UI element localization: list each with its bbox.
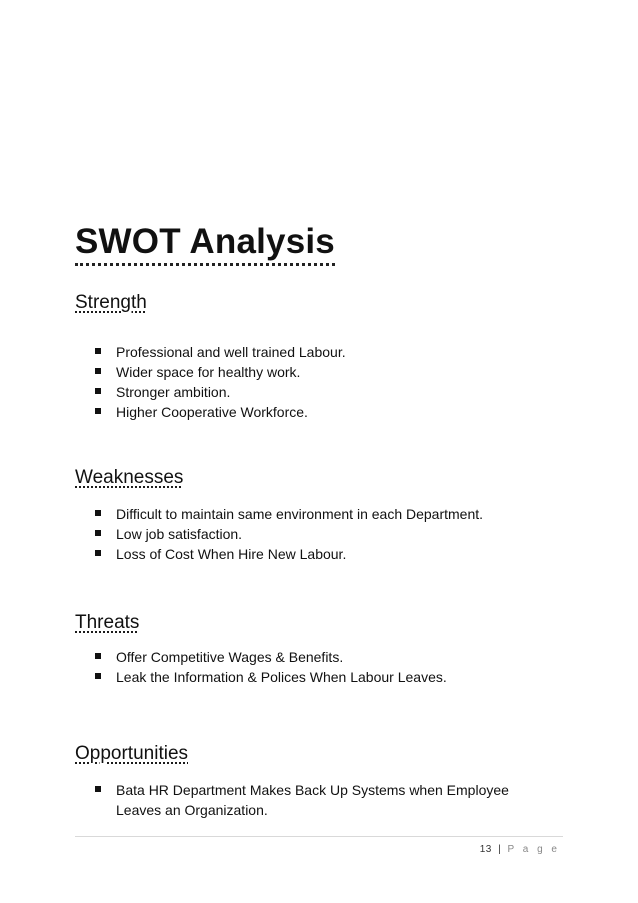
- bullet-icon: [95, 653, 101, 659]
- section-heading-threats: Threats: [75, 612, 140, 633]
- bullet-icon: [95, 510, 101, 516]
- section-heading-weaknesses: Weaknesses: [75, 467, 184, 488]
- bullet-icon: [95, 408, 101, 414]
- list-item: Difficult to maintain same environment in each Department.: [95, 504, 555, 524]
- page-number: 13: [479, 844, 492, 855]
- list-item: Offer Competitive Wages & Benefits.: [95, 647, 555, 667]
- bullet-icon: [95, 388, 101, 394]
- bullet-icon: [95, 348, 101, 354]
- page-label: P a g e: [507, 844, 560, 855]
- footer-separator: |: [498, 844, 502, 855]
- bullet-icon: [95, 530, 101, 536]
- list-item: Wider space for healthy work.: [95, 362, 555, 382]
- list-item: Stronger ambition.: [95, 382, 555, 402]
- section-heading-opportunities: Opportunities: [75, 743, 189, 764]
- bullet-icon: [95, 673, 101, 679]
- weaknesses-list: [95, 504, 555, 564]
- opportunities-list: [95, 780, 525, 820]
- bullet-icon: [95, 550, 101, 556]
- bullet-icon: [95, 786, 101, 792]
- page-footer: [480, 844, 560, 855]
- threats-list: [95, 647, 555, 687]
- list-item: Bata HR Department Makes Back Up Systems when Employee Leaves an Organization.: [95, 780, 525, 820]
- list-item: Professional and well trained Labour.: [95, 342, 555, 362]
- list-item: Loss of Cost When Hire New Labour.: [95, 544, 555, 564]
- bullet-icon: [95, 368, 101, 374]
- list-item: Low job satisfaction.: [95, 524, 555, 544]
- list-item: Leak the Information & Polices When Labour Leaves.: [95, 667, 555, 687]
- list-item: Higher Cooperative Workforce.: [95, 402, 555, 422]
- section-heading-strength: Strength: [75, 292, 147, 313]
- footer-divider: [75, 836, 563, 837]
- page-title: SWOT Analysis: [75, 222, 335, 266]
- strength-list: [95, 342, 555, 422]
